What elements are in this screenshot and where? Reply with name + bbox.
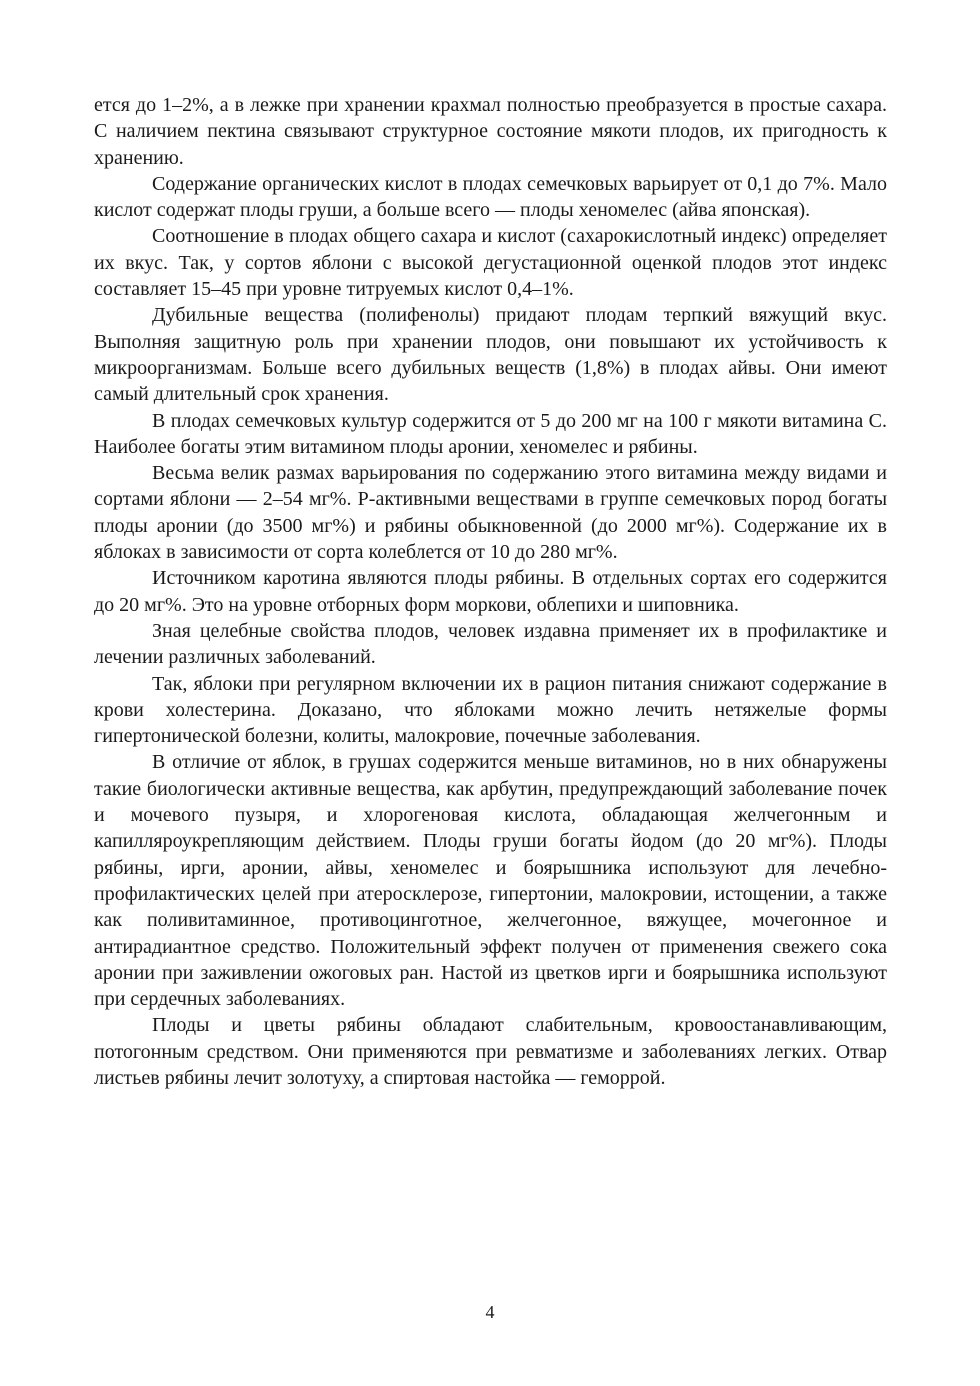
paragraph-vitamin-c: В плодах семечковых культур содержится от 5 до 200 мг на 100 г мякоти витамина С. Наиболее богаты этим витамином плоды аронии, хеномелес и рябины. bbox=[94, 409, 887, 458]
document-page bbox=[94, 92, 887, 1091]
paragraph-sugar-acid-index: Соотношение в плодах общего сахара и кислот (сахарокислотный индекс) определяет их вкус. Так, у сортов яблони с высокой дегустационной оценкой плодов этот индекс составляет 15–45 при уровне титруемых кислот 0,4–1%. bbox=[94, 225, 887, 301]
paragraph-variation-p-active: Весьма велик размах варьирования по содержанию этого витамина между видами и сортами яблони — 2–54 мг%. Р-активными веществами в группе семечковых пород богаты плоды аронии (до 3500 мг%) и рябины обыкновенной (до 2000 мг%). Содержание их в яблоках в зависимости от сорта колеблется от 10 до 280 мг%. bbox=[94, 462, 887, 564]
paragraph-rowan-uses: Плоды и цветы рябины обладают слабительным, кровоостанавливающим, потогонным средством. Они применяются при ревматизме и заболеваниях легких. Отвар листьев рябины лечит золотуху, а спиртовая настойка — геморрой. bbox=[94, 1014, 887, 1089]
paragraph-tannins: Дубильные вещества (полифенолы) придают плодам терпкий вяжущий вкус. Выполняя защитную роль при хранении плодов, они повышают их устойчивость к микроорганизмам. Больше всего дубильных веществ (1,8%) в плодах айвы. Они имеют самый длительный срок хранения. bbox=[94, 304, 887, 406]
paragraph-healing-properties: Зная целебные свойства плодов, человек издавна применяет их в профилактике и лечении различных заболеваний. bbox=[94, 619, 887, 669]
paragraph-apples-cholesterol: Так, яблоки при регулярном включении их в рацион питания снижают содержание в крови холестерина. Доказано, что яблоками можно лечить нетяжелые формы гипертонической болезни, колиты, малокровие, почечные заболевания. bbox=[94, 672, 887, 748]
paragraph-starch-pectin: ется до 1–2%, а в лежке при хранении крахмал полностью преобразуется в простые сахара. С наличием пектина связывают структурное состояние мякоти плодов, их пригодность к хранению. bbox=[94, 94, 887, 169]
page-number: 4 bbox=[485, 1302, 495, 1322]
paragraph-organic-acids: Содержание органических кислот в плодах семечковых варьирует от 0,1 до 7%. Мало кислот содержат плоды груши, а больше всего — плоды хеномелес (айва японская). bbox=[94, 172, 887, 222]
paragraph-pears-arbutin: В отличие от яблок, в грушах содержится меньше витаминов, но в них обнаружены такие биологически активные вещества, как арбутин, предупреждающий заболевание почек и мочевого пузыря, и хлорогеновая кислота, обладающая желчегонным и капилляроукрепляющим действием. Плоды груши богаты йодом (до 20 мг%). Плоды рябины, ирги, аронии, айвы, хеномелес и боярышника используют для лечебно-профилактических целей при атеросклерозе, гипертонии, малокровии, истощении, а также как поливитаминное, противоцинготное, желчегонное, вяжущее, мочегонное и антирадиантное средство. Положительный эффект получен от применения свежего сока аронии при заживлении ожоговых ран. Настой из цветков ирги и боярышника используют при сердечных заболеваниях. bbox=[94, 751, 887, 1011]
paragraph-carotene: Источником каротина являются плоды рябины. В отдельных сортах его содержится до 20 мг%. Это на уровне отборных форм моркови, облепихи и шиповника. bbox=[94, 567, 887, 616]
